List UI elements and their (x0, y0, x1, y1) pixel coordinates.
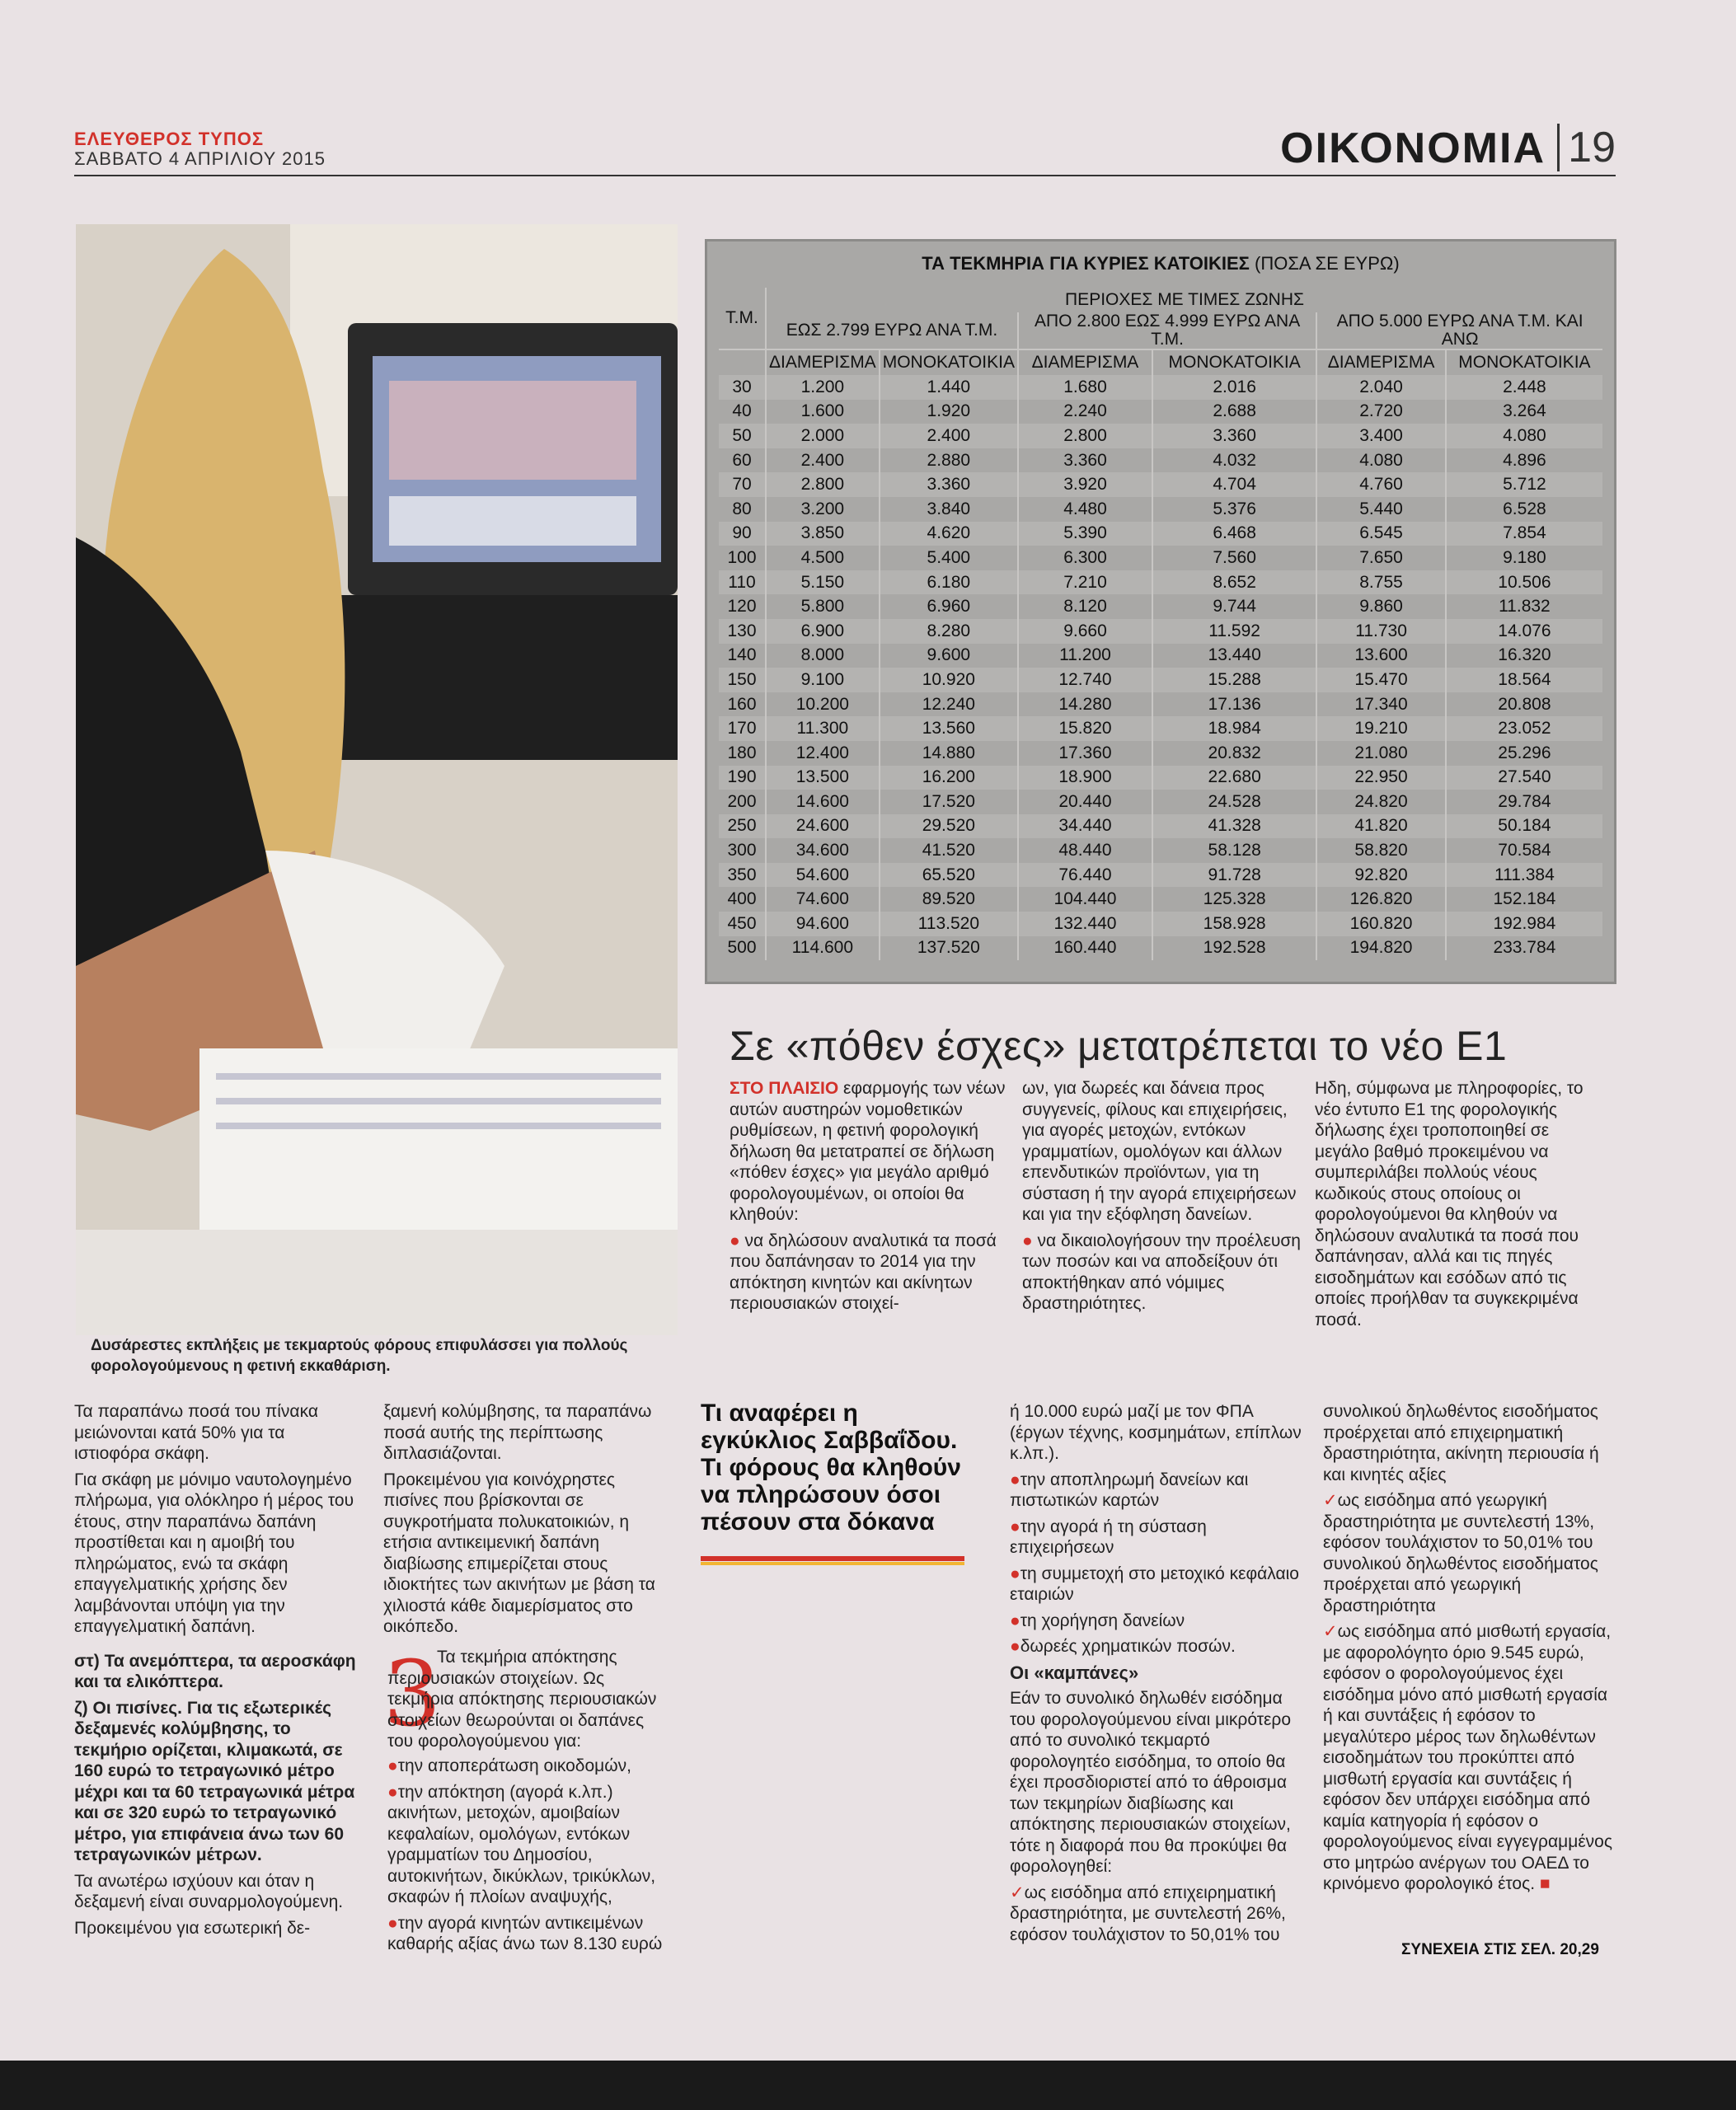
table-cell: 6.468 (1152, 522, 1316, 546)
lower-column-4 (1323, 1401, 1616, 1900)
table-cell: 2.720 (1316, 400, 1446, 424)
header-zones: ΠΕΡΙΟΧΕΣ ΜΕ ΤΙΜΕΣ ΖΩΝΗΣ (766, 288, 1602, 312)
table-cell: 10.200 (766, 692, 880, 717)
lower-c2-b3: την αγορά κινητών αντικειμένων καθαρής αξίας άνω των 8.130 ευρώ (387, 1913, 663, 1953)
table-cell: 11.592 (1152, 619, 1316, 644)
lower-c3-b5: δωρεές χρηματικών ποσών. (1020, 1637, 1236, 1656)
bullet-dot-icon: ● (730, 1231, 740, 1250)
table-cell: 4.704 (1152, 472, 1316, 497)
bullet-dot-icon: ● (1010, 1470, 1020, 1489)
table-body (719, 375, 1602, 960)
table-cell: 21.080 (1316, 741, 1446, 766)
lower-c2-p1: ξαμενή κολύμβησης, τα παραπάνω ποσά αυτής της περίπτωσης διπλασιάζονται. (383, 1402, 652, 1463)
bullet-dot-icon: ● (1010, 1611, 1020, 1630)
table-cell: 4.080 (1316, 448, 1446, 473)
table-cell: 1.600 (766, 400, 880, 424)
table-row (719, 570, 1602, 595)
table-cell: 192.984 (1446, 912, 1602, 936)
table-cell: 22.680 (1152, 766, 1316, 790)
table-cell: 92.820 (1316, 863, 1446, 888)
table-cell: 137.520 (880, 936, 1018, 961)
page-header (74, 124, 1616, 176)
table-row (719, 912, 1602, 936)
table-title-bold: ΤΑ ΤΕΚΜΗΡΙΑ ΓΙΑ ΚΥΡΙΕΣ ΚΑΤΟΙΚΙΕΣ (922, 253, 1250, 274)
end-mark-icon: ■ (1539, 1874, 1551, 1893)
table-cell: 74.600 (766, 887, 880, 912)
lower-c2-p2: Προκειμένου για κοινόχρηστες πισίνες που βρίσκονται σε συγκροτήματα πολυκατοικιών, η ετήσια αντικειμενική δαπάνη διαβίωσης επιμερίζεται στους ιδιοκτήτες των ακινήτων με βάση τα χιλιοστά κάθε διαμερίσματος στο οικόπεδο. (383, 1470, 655, 1636)
table-cell-tm: 100 (727, 547, 757, 567)
table-cell: 5.440 (1316, 497, 1446, 522)
table-cell: 11.200 (1018, 644, 1152, 668)
table-cell: 24.820 (1316, 790, 1446, 814)
table-cell: 24.600 (766, 814, 880, 839)
table-cell: 2.400 (766, 448, 880, 473)
table-row (719, 497, 1602, 522)
table-cell: 41.820 (1316, 814, 1446, 839)
table-cell: 6.300 (1018, 546, 1152, 570)
table-cell: 8.652 (1152, 570, 1316, 595)
lower-column-3 (1010, 1401, 1302, 1950)
table-row (719, 668, 1602, 692)
table-row (719, 546, 1602, 570)
table-cell: 5.376 (1152, 497, 1316, 522)
table-cell: 2.240 (1018, 400, 1152, 424)
table-cell: 3.850 (766, 522, 880, 546)
table-cell: 13.600 (1316, 644, 1446, 668)
table-row (719, 522, 1602, 546)
checkmark-icon: ✓ (1323, 1491, 1338, 1510)
table-cell: 9.100 (766, 668, 880, 692)
table-row (719, 472, 1602, 497)
table-cell: 4.896 (1446, 448, 1602, 473)
table-cell: 9.860 (1316, 594, 1446, 619)
table-cell: 2.688 (1152, 400, 1316, 424)
table-cell: 114.600 (766, 936, 880, 961)
lower-column-2b (387, 1647, 672, 1757)
table-cell-tm: 180 (727, 743, 757, 762)
table-cell-tm: 170 (727, 719, 757, 738)
lower-c3-b4: τη χορήγηση δανείων (1020, 1611, 1185, 1630)
table-cell: 7.650 (1316, 546, 1446, 570)
lower-c3-b1: την αποπληρωμή δανείων και πιστωτικών καρτών (1010, 1470, 1249, 1510)
lower-c4-t2: ως εισόδημα από μισθωτή εργασία, με αφορολόγητο όριο 9.545 ευρώ, εφόσον ο φορολογούμενος έχει εισόδημα μόνο από μισθωτή εργασία ή και συντάξεις ή εφόσον το μεγαλύτερο μέρος των δηλωθέντων εισοδημάτων του προκύπτει από μισθωτή εργασία και συντάξεις ή εφόσον δεν υπάρχει εισόδημα από καμία κατηγορία ή εφόσον ο φορολογούμενος είναι εγγεγραμμένος στο μητρώο ανέργων του ΟΑΕΔ το κρινόμενο φορολογικό έτος. (1323, 1622, 1612, 1893)
table-cell: 2.800 (766, 472, 880, 497)
header-tm: Τ.Μ. (725, 308, 758, 327)
table-cell: 14.280 (1018, 692, 1152, 717)
lower-c3-t1: ως εισόδημα από επιχειρηματική δραστηριότητα, με συντελεστή 26%, εφόσον τουλάχιστον το 50,01% του (1010, 1883, 1286, 1944)
lower-c2-b2: την απόκτηση (αγορά κ.λπ.) ακινήτων, μετοχών, αμοιβαίων κεφαλαίων, ομολόγων, εντόκων γραμματίων του Δημοσίου, αυτοκινήτων, δικύκλων, τρικύκλων, σκαφών ή πλοίων αναψυχής, (387, 1782, 656, 1906)
table-row (719, 936, 1602, 961)
table-cell: 5.150 (766, 570, 880, 595)
lower-c1-p5: Τα ανωτέρω ισχύουν και όταν η δεξαμενή είναι συναρμολογούμενη. (74, 1871, 344, 1911)
table-cell: 20.808 (1446, 692, 1602, 717)
bullet-dot-icon: ● (387, 1782, 398, 1802)
article-column-2 (1022, 1078, 1302, 1320)
table-cell: 17.520 (880, 790, 1018, 814)
table-cell: 48.440 (1018, 838, 1152, 863)
table-cell: 2.000 (766, 424, 880, 448)
table-cell: 8.120 (1018, 594, 1152, 619)
table-cell: 76.440 (1018, 863, 1152, 888)
table-cell: 23.052 (1446, 716, 1602, 741)
lower-c4-p1: συνολικού δηλωθέντος εισοδήματος προέρχεται από επιχειρηματική δραστηριότητα, ακίνητη περιουσία ή και κινητές αξίες (1323, 1402, 1599, 1484)
tekmiria-table-box (705, 239, 1616, 984)
header-house-2: ΜΟΝΟΚΑΤΟΙΚΙΑ (1152, 349, 1316, 375)
table-cell: 3.200 (766, 497, 880, 522)
lower-c4-t1: ως εισόδημα από γεωργική δραστηριότητα με συντελεστή 13%, εφόσον τουλάχιστον το 50,01% του συνολικού δηλωθέντος εισοδήματος προέρχεται από γεωργική δραστηριότητα (1323, 1491, 1598, 1615)
table-cell: 6.900 (766, 619, 880, 644)
table-cell: 7.560 (1152, 546, 1316, 570)
table-cell: 1.680 (1018, 375, 1152, 400)
table-cell: 16.200 (880, 766, 1018, 790)
lower-c3-b2: την αγορά ή τη σύσταση επιχειρήσεων (1010, 1517, 1207, 1557)
table-cell: 104.440 (1018, 887, 1152, 912)
col3-text: Ηδη, σύμφωνα με πληροφορίες, το νέο έντυπο Ε1 της φορολογικής δήλωσης έχει τροποποιηθεί σε μεγάλο βαθμό προκειμένου να συμπεριλάβει πολλούς νέους κωδικούς στους οποίους οι φορολογούμενοι θα κληθούν να δηλώσουν αναλυτικά τα ποσά που δαπάνησαν, αλλά και τις πηγές εισοδημάτων και εσόδων από τις οποίες προήλθαν τα συγκεκριμένα ποσά. (1315, 1079, 1584, 1329)
table-cell: 20.832 (1152, 741, 1316, 766)
lower-c1-p1: Τα παραπάνω ποσά του πίνακα μειώνονται κατά 50% για τα ιστιοφόρα σκάφη. (74, 1402, 318, 1463)
table-cell: 158.928 (1152, 912, 1316, 936)
table-cell: 3.840 (880, 497, 1018, 522)
table-cell-tm: 50 (732, 425, 752, 445)
article-column-3 (1315, 1078, 1595, 1335)
lower-column-2c (387, 1756, 672, 1960)
table-cell: 10.506 (1446, 570, 1602, 595)
header-apt-1: ΔΙΑΜΕΡΙΣΜΑ (766, 349, 880, 375)
checkmark-icon: ✓ (1323, 1622, 1338, 1641)
table-cell: 126.820 (1316, 887, 1446, 912)
table-title-rest: (ΠΟΣΑ ΣΕ ΕΥΡΩ) (1255, 253, 1400, 274)
lower-column-1 (74, 1401, 363, 1944)
table-cell: 6.545 (1316, 522, 1446, 546)
table-cell-tm: 110 (728, 572, 756, 592)
table-cell-tm: 120 (727, 597, 757, 617)
table-cell: 3.360 (880, 472, 1018, 497)
table-cell-tm: 450 (727, 913, 757, 933)
table-row (719, 448, 1602, 473)
table-cell: 14.076 (1446, 619, 1602, 644)
table-cell: 17.360 (1018, 741, 1152, 766)
table-cell: 19.210 (1316, 716, 1446, 741)
table-cell: 22.950 (1316, 766, 1446, 790)
table-row (719, 424, 1602, 448)
table-row (719, 741, 1602, 766)
table-cell: 2.448 (1446, 375, 1602, 400)
bullet-dot-icon: ● (387, 1913, 398, 1933)
table-cell-tm: 200 (727, 791, 757, 811)
table-cell: 18.984 (1152, 716, 1316, 741)
bullet-dot-icon: ● (1010, 1517, 1020, 1536)
table-cell: 12.740 (1018, 668, 1152, 692)
lower-c1-p3: στ) Τα ανεμόπτερα, τα αεροσκάφη και τα ελικόπτερα. (74, 1651, 356, 1691)
table-row (719, 594, 1602, 619)
table-row (719, 692, 1602, 717)
table-cell-tm: 130 (727, 621, 757, 640)
table-cell: 5.800 (766, 594, 880, 619)
table-cell: 13.440 (1152, 644, 1316, 668)
table-cell: 34.440 (1018, 814, 1152, 839)
table-cell: 12.400 (766, 741, 880, 766)
table-cell: 1.920 (880, 400, 1018, 424)
col2-text: ων, για δωρεές και δάνεια προς συγγενείς, φίλους και επιχειρήσεις, για αγορές μετοχών, εντόκων γραμματίων, ομολόγων και άλλων επενδυτικών προϊόντων, για τη σύσταση ή την αγορά επιχειρήσεων και για την εξόφληση δανείων. (1022, 1079, 1297, 1224)
lower-c3-p2: Εάν το συνολικό δηλωθέν εισόδημα του φορολογούμενου είναι μικρότερο από το συνολικό τεκμαρτό φορολογητέο εισόδημα, το οποίο θα έχει προσδιοριστεί από το άθροισμα των τεκμηρίων διαβίωσης και απόκτησης περιουσιακών στοιχείων, τότε η διαφορά που θα προκύψει θα φορολογηθεί: (1010, 1689, 1292, 1876)
table-cell: 18.564 (1446, 668, 1602, 692)
lower-c1-p2: Για σκάφη με μόνιμο ναυτολογημένο πλήρωμα, για ολόκληρο ή μέρος του έτους, στην παραπάνω δαπάνη προστίθεται και η αμοιβή του πληρώματος, ενώ τα σκάφη επαγγελματικής χρήσης δεν λαμβάνονται υπόψη για την επαγγελματική δαπάνη. (74, 1470, 354, 1636)
photo-illustration (76, 224, 678, 1335)
bullet-dot-icon: ● (1010, 1564, 1020, 1583)
table-cell: 9.660 (1018, 619, 1152, 644)
table-cell: 94.600 (766, 912, 880, 936)
table-cell: 4.620 (880, 522, 1018, 546)
table-cell: 1.200 (766, 375, 880, 400)
table-cell: 50.184 (1446, 814, 1602, 839)
lower-c1-p6: Προκειμένου για εσωτερική δε- (74, 1918, 311, 1938)
table-cell: 2.400 (880, 424, 1018, 448)
table-cell-tm: 250 (727, 816, 757, 836)
table-title (707, 253, 1614, 274)
table-cell: 4.480 (1018, 497, 1152, 522)
table-cell: 27.540 (1446, 766, 1602, 790)
table-cell-tm: 90 (732, 523, 752, 543)
lower-c3-subhead: Οι «καμπάνες» (1010, 1662, 1139, 1683)
table-cell: 194.820 (1316, 936, 1446, 961)
box-headline: Τι αναφέρει η εγκύκλιος Σαββαΐδου. Τι φόρους θα κληθούν να πληρώσουν όσοι πέσουν στα δόκανα (701, 1400, 961, 1536)
table-cell: 3.400 (1316, 424, 1446, 448)
table-cell: 70.584 (1446, 838, 1602, 863)
table-cell: 152.184 (1446, 887, 1602, 912)
table-cell: 132.440 (1018, 912, 1152, 936)
table-cell: 65.520 (880, 863, 1018, 888)
table-cell-tm: 150 (727, 669, 757, 689)
table-cell: 11.832 (1446, 594, 1602, 619)
table-cell: 160.820 (1316, 912, 1446, 936)
table-cell: 160.440 (1018, 936, 1152, 961)
table-cell: 4.500 (766, 546, 880, 570)
table-cell: 20.440 (1018, 790, 1152, 814)
table-cell-tm: 300 (727, 841, 757, 860)
bullet-dot-icon: ● (1022, 1231, 1033, 1250)
photo-caption: Δυσάρεστες εκπλήξεις με τεκμαρτούς φόρους επιφυλάσσει για πολλούς φορολογούμενους η φετινή εκκαθάριση. (91, 1337, 628, 1375)
table-cell: 233.784 (1446, 936, 1602, 961)
table-row (719, 716, 1602, 741)
table-cell: 4.080 (1446, 424, 1602, 448)
header-apt-3: ΔΙΑΜΕΡΙΣΜΑ (1316, 349, 1446, 375)
lead-in: ΣΤΟ ΠΛΑΙΣΙΟ (730, 1079, 839, 1098)
table-cell: 29.520 (880, 814, 1018, 839)
lower-c1-p4: ζ) Οι πισίνες. Για τις εξωτερικές δεξαμενές κολύμβησης, το τεκμήριο ορίζεται, κλιμακωτά, σε 160 ευρώ το τετραγωνικό μέτρο μέχρι και τα 60 τετραγωνικά μέτρα και σε 320 ευρώ το τετραγωνικό μέτρο, για επιφάνεια άνω των 60 τετραγωνικών μέτρων. (74, 1698, 355, 1864)
table-row (719, 838, 1602, 863)
table-row (719, 790, 1602, 814)
col1-bullet: να δηλώσουν αναλυτικά τα ποσά που δαπάνησαν το 2014 για την απόκτηση κινητών και ακίνητων περιουσιακών στοιχεί- (730, 1231, 997, 1313)
table-cell: 15.470 (1316, 668, 1446, 692)
table-row (719, 814, 1602, 839)
section-title: ΟΙΚΟΝΟΜΙΑ (1280, 124, 1546, 172)
table-cell: 17.136 (1152, 692, 1316, 717)
table-cell: 91.728 (1152, 863, 1316, 888)
table-cell: 18.900 (1018, 766, 1152, 790)
table-cell: 6.960 (880, 594, 1018, 619)
table-cell: 10.920 (880, 668, 1018, 692)
lower-c2-p3: Τα τεκμήρια απόκτησης περιουσιακών στοιχείων. Ως τεκμήρια απόκτησης περιουσιακών στοιχείων θεωρούνται οι δαπάνες του φορολογούμενου για: (387, 1648, 657, 1751)
article-photo (76, 224, 678, 1335)
table-cell: 11.300 (766, 716, 880, 741)
section-number: 3 (383, 1641, 441, 1747)
box-stripe-red (701, 1556, 964, 1561)
table-cell: 125.328 (1152, 887, 1316, 912)
table-cell: 9.180 (1446, 546, 1602, 570)
table-cell: 89.520 (880, 887, 1018, 912)
table-cell: 17.340 (1316, 692, 1446, 717)
table-cell-tm: 60 (732, 450, 752, 470)
table-cell: 12.240 (880, 692, 1018, 717)
table-cell-tm: 500 (727, 938, 757, 958)
table-cell: 4.760 (1316, 472, 1446, 497)
table-cell: 41.328 (1152, 814, 1316, 839)
table-row (719, 887, 1602, 912)
table-cell: 5.400 (880, 546, 1018, 570)
lower-c3-b3: τη συμμετοχή στο μετοχικό κεφάλαιο εταιριών (1010, 1564, 1299, 1604)
table-cell: 29.784 (1446, 790, 1602, 814)
table-cell: 2.016 (1152, 375, 1316, 400)
header-apt-2: ΔΙΑΜΕΡΙΣΜΑ (1018, 349, 1152, 375)
table-cell-tm: 40 (732, 401, 752, 421)
page-number: 19 (1557, 124, 1616, 171)
table-cell: 3.360 (1018, 448, 1152, 473)
table-cell: 41.520 (880, 838, 1018, 863)
table-cell: 1.440 (880, 375, 1018, 400)
table-cell: 13.500 (766, 766, 880, 790)
header-house-1: ΜΟΝΟΚΑΤΟΙΚΙΑ (880, 349, 1018, 375)
table-cell-tm: 350 (727, 865, 757, 884)
table-cell-tm: 140 (727, 645, 757, 665)
table-cell: 3.264 (1446, 400, 1602, 424)
table-cell: 8.280 (880, 619, 1018, 644)
table-cell: 4.032 (1152, 448, 1316, 473)
col1-text: εφαρμογής των νέων αυτών αυστηρών νομοθετικών ρυθμίσεων, η φετινή φορολογική δήλωση θα μετατραπεί σε δήλωση «πόθεν έσχες» για μεγάλο αριθμό φορολογουμένων, οι οποίοι θα κληθούν: (730, 1079, 1006, 1224)
paper-name: ΕΛΕΥΘΕΡΟΣ ΤΥΠΟΣ (74, 129, 265, 149)
table-cell: 16.320 (1446, 644, 1602, 668)
table-cell: 2.800 (1018, 424, 1152, 448)
table-cell-tm: 70 (732, 475, 752, 495)
table-cell: 7.854 (1446, 522, 1602, 546)
lower-column-2 (383, 1401, 672, 1643)
bullet-dot-icon: ● (387, 1756, 398, 1775)
bullet-dot-icon: ● (1010, 1637, 1020, 1656)
article-column-1 (730, 1078, 1010, 1320)
table-cell: 7.210 (1018, 570, 1152, 595)
table-cell: 13.560 (880, 716, 1018, 741)
table-cell: 111.384 (1446, 863, 1602, 888)
table-cell: 6.180 (880, 570, 1018, 595)
table-cell-tm: 190 (727, 767, 757, 787)
table-row (719, 375, 1602, 400)
table-cell: 58.820 (1316, 838, 1446, 863)
table-cell: 5.390 (1018, 522, 1152, 546)
table-cell: 2.040 (1316, 375, 1446, 400)
scan-border (0, 2061, 1736, 2110)
table-cell: 14.600 (766, 790, 880, 814)
tekmiria-table (719, 288, 1602, 960)
header-zone3: ΑΠΟ 5.000 ΕΥΡΩ ΑΝΑ Τ.Μ. ΚΑΙ ΑΝΩ (1316, 312, 1602, 349)
table-cell: 14.880 (880, 741, 1018, 766)
table-cell: 24.528 (1152, 790, 1316, 814)
header-house-3: ΜΟΝΟΚΑΤΟΙΚΙΑ (1446, 349, 1602, 375)
box-stripe-yellow (701, 1562, 964, 1565)
table-cell: 58.128 (1152, 838, 1316, 863)
issue-date: ΣΑΒΒΑΤΟ 4 ΑΠΡΙΛΙΟΥ 2015 (74, 148, 326, 169)
table-cell: 113.520 (880, 912, 1018, 936)
lower-c3-p1: ή 10.000 ευρώ μαζί με τον ΦΠΑ (έργων τέχνης, κοσμημάτων, επίπλων κ.λπ.). (1010, 1402, 1302, 1463)
table-cell: 6.528 (1446, 497, 1602, 522)
table-cell: 5.712 (1446, 472, 1602, 497)
table-cell: 25.296 (1446, 741, 1602, 766)
table-row (719, 863, 1602, 888)
table-cell-tm: 160 (727, 694, 757, 714)
header-zone1: ΕΩΣ 2.799 ΕΥΡΩ ΑΝΑ Τ.Μ. (766, 312, 1018, 349)
table-row (719, 400, 1602, 424)
table-cell: 9.600 (880, 644, 1018, 668)
table-cell-tm: 30 (732, 377, 752, 396)
table-cell: 9.744 (1152, 594, 1316, 619)
table-cell: 11.730 (1316, 619, 1446, 644)
checkmark-icon: ✓ (1010, 1883, 1025, 1902)
table-cell: 15.820 (1018, 716, 1152, 741)
table-cell: 3.360 (1152, 424, 1316, 448)
table-row (719, 619, 1602, 644)
table-cell-tm: 400 (727, 889, 757, 909)
table-cell: 54.600 (766, 863, 880, 888)
table-cell: 2.880 (880, 448, 1018, 473)
lower-c2-b1: την αποπεράτωση οικοδομών, (397, 1756, 631, 1775)
table-row (719, 766, 1602, 790)
table-cell: 192.528 (1152, 936, 1316, 961)
header-zone2: ΑΠΟ 2.800 ΕΩΣ 4.999 ΕΥΡΩ ΑΝΑ Τ.Μ. (1018, 312, 1316, 349)
table-cell: 34.600 (766, 838, 880, 863)
continued-note: ΣΥΝΕΧΕΙΑ ΣΤΙΣ ΣΕΛ. 20,29 (1401, 1941, 1599, 1958)
table-cell: 15.288 (1152, 668, 1316, 692)
table-row (719, 644, 1602, 668)
table-cell: 8.755 (1316, 570, 1446, 595)
article-headline: Σε «πόθεν έσχες» μετατρέπεται το νέο Ε1 (730, 1023, 1508, 1069)
table-cell-tm: 80 (732, 499, 752, 518)
col2-bullet: να δικαιολογήσουν την προέλευση των ποσών και να αποδείξουν ότι αποκτήθηκαν από νόμιμες δραστηριότητες. (1022, 1231, 1301, 1313)
table-cell: 3.920 (1018, 472, 1152, 497)
table-cell: 8.000 (766, 644, 880, 668)
